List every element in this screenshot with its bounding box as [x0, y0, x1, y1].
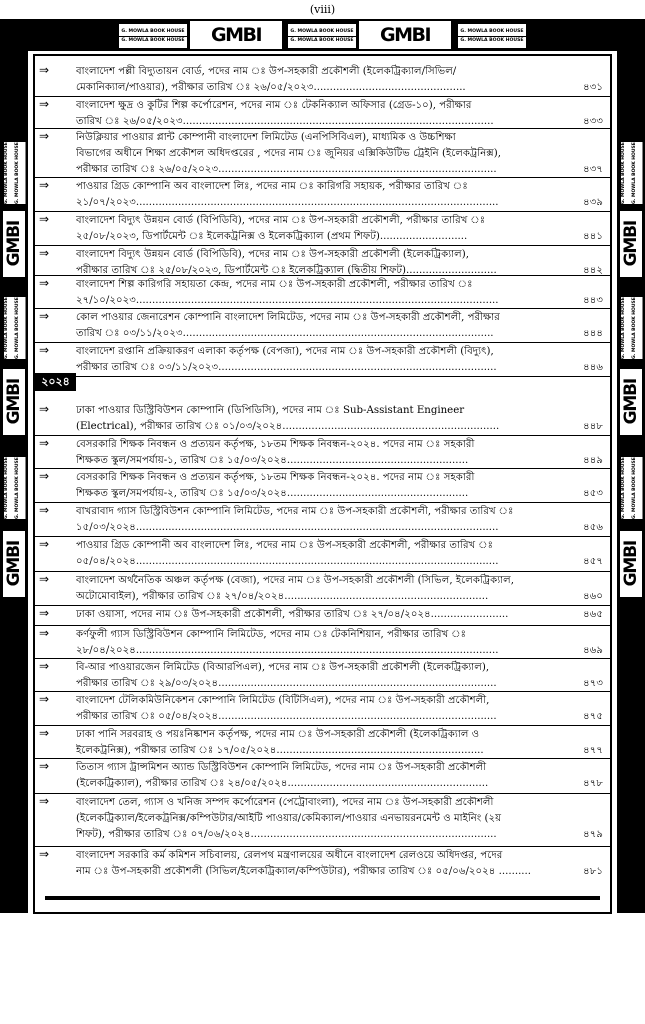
- toc-entry-text: বাংলাদেশ সরকারি কর্ম কমিশন সচিবালয়, রেলপথ মন্ত্রণালয়ের অধীনে বাংলাদেশ রেলওয়ে অধিদপ্তর, পদের: [76, 850, 503, 861]
- top-banner: [0, 19, 645, 51]
- toc-entry-text: ঢাকা পাওয়ার ডিস্ট্রিবিউশন কোম্পানি (ডিপিডিসি), পদের নাম ঃ Sub-Assistant Engineer: [76, 405, 465, 416]
- toc-entry-text: শিফট), পরীক্ষার তারিখ ঃ ০৭/০৬/২০২৪............................................................................: [76, 829, 497, 840]
- toc-page-number: ৪৪৪: [583, 328, 603, 339]
- brand-text: GMBI: [621, 379, 641, 425]
- toc-entry: [35, 401, 610, 436]
- toc-entry: [35, 793, 610, 847]
- toc-entry: [35, 468, 610, 503]
- toc-entry-text: বাংলাদেশ বিদ্যুৎ উন্নয়ন বোর্ড (বিপিডিবি), পদের নাম ঃ উপ-সহকারী প্রকৌশলী, পরীক্ষার তারিখ ঃ: [76, 215, 486, 226]
- toc-entry-text: বেসরকারি শিক্ষক নিবন্ধন ও প্রত্যয়ন কর্তৃপক্ষ, ১৮তম শিক্ষক নিবন্ধন-২০২৪. পদের নাম ঃ সহকারী: [76, 472, 475, 483]
- year-heading: ২০২৪: [35, 373, 76, 391]
- toc-entry-text: বিভাগের অধীনে শিক্ষা প্রকৌশল অধিদপ্তরের , পদের নাম ঃ জুনিয়র এক্সিকিউটিভ ট্রেইনি (ইলেকট্রনিক্স),: [76, 148, 501, 159]
- brand-logo: [3, 531, 25, 597]
- publisher-label: [3, 456, 27, 520]
- toc-entry-text: ২৭/১০/২০২৩................................................................................................................: [76, 295, 499, 306]
- toc-entry-text: মেকানিক্যাল/পাওয়ার), পরীক্ষার তারিখ ঃ ২৬/০৫/২০২৩...............................................: [76, 82, 466, 93]
- publisher-text: G. MOWLA BOOK HOUSE: [621, 297, 626, 359]
- double-arrow-icon: ⇒: [39, 129, 50, 143]
- toc-page-number: ৪৭৩: [583, 678, 603, 689]
- brand-text: GMBI: [4, 221, 24, 267]
- toc-page-number: ৪৪৬: [583, 362, 603, 373]
- toc-entry: [35, 435, 610, 469]
- toc-entry-text: ১৫/০৩/২০২৪................................................................................................................: [76, 522, 499, 533]
- toc-entry: [35, 658, 610, 692]
- publisher-text: G. MOWLA BOOK HOUSE: [15, 142, 27, 204]
- brand-text: GMBI: [4, 541, 24, 587]
- toc-page-number: ৪৪২: [583, 265, 603, 276]
- toc-entry: [35, 571, 610, 606]
- toc-entry: [35, 758, 610, 794]
- toc-page-number: ৪৮১: [583, 866, 603, 877]
- toc-entry: [35, 605, 610, 626]
- brand-text: GMBI: [621, 541, 641, 587]
- publisher-label: [620, 141, 644, 205]
- toc-entry-text: বাখরাবাদ গ্যাস ডিস্ট্রিবিউশন কোম্পানি লিমিটেড, পদের নাম ঃ উপ-সহকারী প্রকৌশলী, পরীক্ষার তারিখ ঃ: [76, 506, 514, 517]
- toc-entry-text: পরীক্ষার তারিখ ঃ ২৬/০৫/২০২৩......................................................................................: [76, 164, 497, 175]
- toc-page-number: ৪৪৮: [583, 421, 603, 432]
- double-arrow-icon: ⇒: [39, 402, 50, 416]
- publisher-label: [620, 456, 644, 520]
- toc-entry: [35, 502, 610, 537]
- publisher-text: G. MOWLA BOOK HOUSE: [15, 457, 27, 519]
- toc-page-number: ৪৭৮: [583, 778, 603, 789]
- publisher-text: G. MOWLA BOOK HOUSE: [632, 142, 644, 204]
- toc-entry-text: ২১/০৭/২০২৩................................................................................................................: [76, 197, 499, 208]
- toc-entry-text: পরীক্ষার তারিখ ঃ ০৫/০৪/২০২৪......................................................................................: [76, 711, 497, 722]
- brand-logo: [620, 369, 642, 435]
- publisher-text: G. MOWLA BOOK HOUSE: [288, 28, 356, 37]
- brand-logo: [3, 369, 25, 435]
- publisher-label: [287, 23, 357, 49]
- toc-entry-text: নাম ঃ উপ-সহকারী প্রকৌশলী (সিভিল/ইলেকট্রিক্যাল/কম্পিউটার), পরীক্ষার তারিখ ঃ ০৫/০৬/২০২৪ ..........: [76, 866, 532, 877]
- double-arrow-icon: ⇒: [39, 759, 50, 773]
- publisher-label: [457, 23, 527, 49]
- toc-entry-text: বাংলাদেশ অর্থনৈতিক অঞ্চল কর্তৃপক্ষ (বেজা), পদের নাম ঃ উপ-সহকারী প্রকৌশলী (সিভিল, ইলেকট্রিক্যাল,: [76, 575, 514, 586]
- bottom-rule: [45, 896, 600, 900]
- toc-entry: [35, 536, 610, 572]
- toc-page-number: ৪৭৭: [583, 745, 603, 756]
- publisher-text: G. MOWLA BOOK HOUSE: [621, 142, 626, 204]
- toc-entry-text: ০৫/০৪/২০২৪................................................................................................................: [76, 556, 499, 567]
- publisher-label: [3, 296, 27, 360]
- toc-page-number: ৪৭৯: [583, 829, 603, 840]
- page-number: (viii): [309, 3, 336, 16]
- double-arrow-icon: ⇒: [39, 343, 50, 357]
- toc-entry: [35, 128, 610, 178]
- toc-entry-text: ২৫/০৮/২০২৩, ডিপার্টমেন্ট ঃ ইলেকট্রনিক্স ও ইলেকট্রিক্যাল (প্রথম শিফট)...........................: [76, 231, 468, 242]
- double-arrow-icon: ⇒: [39, 626, 50, 640]
- toc-entry-text: তিতাস গ্যাস ট্রান্সমিশন অ্যান্ড ডিস্ট্রিবিউশন কোম্পানি লিমিটেড, পদের নাম ঃ উপ-সহকারী প্রকৌশলী: [76, 762, 487, 773]
- toc-entry-text: (ইলেকট্রিক্যাল), পরীক্ষার তারিখ ঃ ২৪/০৫/২০২৪..............................................................: [76, 778, 489, 789]
- publisher-text: G. MOWLA BOOK HOUSE: [119, 28, 187, 37]
- toc-entry-text: বাংলাদেশ তেল, গ্যাস ও খনিজ সম্পদ কর্পোরেশন (পেট্রোবাংলা), পদের নাম ঃ উপ-সহকারী প্রকৌশলী: [76, 797, 494, 808]
- double-arrow-icon: ⇒: [39, 659, 50, 673]
- double-arrow-icon: ⇒: [39, 436, 50, 450]
- publisher-text: G. MOWLA BOOK HOUSE: [4, 297, 9, 359]
- right-side-strip: [617, 51, 645, 913]
- toc-entry: [35, 625, 610, 659]
- toc-entry-text: বাংলাদেশ বিদ্যুৎ উন্নয়ন বোর্ড (বিপিডিবি), পদের নাম ঃ উপ-সহকারী প্রকৌশলী (ইলেকট্রিক্যাল),: [76, 249, 469, 260]
- publisher-label: [3, 141, 27, 205]
- toc-entry: [35, 846, 610, 880]
- toc-entry-text: ইলেকট্রনিক্স), পরীক্ষার তারিখ ঃ ১৭/০৫/২০২৪................................................................: [76, 745, 484, 756]
- double-arrow-icon: ⇒: [39, 847, 50, 861]
- double-arrow-icon: ⇒: [39, 246, 50, 260]
- toc-entry-text: বেসরকারি শিক্ষক নিবন্ধন ও প্রত্যয়ন কর্তৃপক্ষ, ১৮তম শিক্ষক নিবন্ধন-২০২৪. পদের নাম ঃ সহকারী: [76, 439, 475, 450]
- brand-logo: GMBI: [190, 21, 282, 49]
- publisher-text: G. MOWLA BOOK HOUSE: [621, 457, 626, 519]
- toc-entry-text: অটোমোবাইল), পরীক্ষার তারিখ ঃ ২৭/০৪/২০২৪...............................................................: [76, 591, 489, 602]
- publisher-text: G. MOWLA BOOK HOUSE: [460, 37, 524, 43]
- double-arrow-icon: ⇒: [39, 178, 50, 192]
- left-side-strip: [0, 51, 28, 913]
- toc-entry-text: কোল পাওয়ার জেনারেশন কোম্পানি বাংলাদেশ লিমিটেড, পদের নাম ঃ উপ-সহকারী প্রকৌশলী, পরীক্ষার: [76, 312, 500, 323]
- publisher-label: [620, 296, 644, 360]
- brand-logo: [620, 211, 642, 277]
- toc-entry-text: তারিখ ঃ ২৬/০৫/২০২৩................................................................................................: [76, 116, 494, 127]
- toc-entry-text: শিক্ষকত স্কুল/সমপর্যায়-১, তারিখ ঃ ১৫/০৩/২০২৪........................................................: [76, 455, 469, 466]
- toc-entry-text: ঢাকা পানি সরবরাহ ও পয়ঃনিষ্কাশন কর্তৃপক্ষ, পদের নাম ঃ উপ-সহকারী প্রকৌশলী (ইলেকট্রিক্যাল ও: [76, 729, 480, 740]
- toc-entry: [35, 308, 610, 343]
- publisher-label: [118, 23, 188, 49]
- toc-entry-text: বাংলাদেশ টেলিকমিউনিকেশন কোম্পানি লিমিটেড (বিটিসিএল), পদের নাম ঃ উপ-সহকারী প্রকৌশলী,: [76, 695, 490, 706]
- toc-entry-text: ২৮/০৪/২০২৪................................................................................................................: [76, 645, 499, 656]
- toc-entry-text: ঢাকা ওয়াসা, পদের নাম ঃ উপ-সহকারী প্রকৌশলী, পরীক্ষার তারিখ ঃ ২৭/০৪/২০২৪........................: [76, 609, 509, 620]
- toc-page-number: ৪৩৩: [583, 116, 603, 127]
- double-arrow-icon: ⇒: [39, 469, 50, 483]
- toc-entry: [35, 275, 610, 309]
- toc-page-number: ৪৫৩: [583, 488, 603, 499]
- double-arrow-icon: ⇒: [39, 503, 50, 517]
- double-arrow-icon: ⇒: [39, 276, 50, 290]
- double-arrow-icon: ⇒: [39, 309, 50, 323]
- toc-entry: [35, 177, 610, 212]
- publisher-text: G. MOWLA BOOK HOUSE: [458, 28, 526, 37]
- toc-entry: [35, 725, 610, 759]
- toc-entry: [35, 691, 610, 726]
- toc-entry-text: পরীক্ষার তারিখ ঃ ২৯/০৩/২০২৪......................................................................................: [76, 678, 497, 689]
- brand-text: GMBI: [4, 379, 24, 425]
- toc-entry-text: পরীক্ষার তারিখ ঃ ২৫/০৮/২০২৩, ডিপার্টমেন্ট ঃ ইলেকট্রিক্যাল (দ্বিতীয় শিফট)............................: [76, 265, 497, 276]
- double-arrow-icon: ⇒: [39, 212, 50, 226]
- toc-page-number: ৪৩১: [583, 82, 603, 93]
- toc-page-number: ৪৩৭: [583, 164, 603, 175]
- toc-entry-text: বি-আর পাওয়ারজেন লিমিটেড (বিআরপিএল), পদের নাম ঃ উপ-সহকারী প্রকৌশলী (ইলেকট্রিক্যাল),: [76, 662, 490, 673]
- publisher-text: G. MOWLA BOOK HOUSE: [4, 142, 9, 204]
- publisher-text: G. MOWLA BOOK HOUSE: [4, 457, 9, 519]
- double-arrow-icon: ⇒: [39, 606, 50, 620]
- double-arrow-icon: ⇒: [39, 97, 50, 111]
- toc-entry-text: বাংলাদেশ পল্লী বিদ্যুতায়ন বোর্ড, পদের নাম ঃ উপ-সহকারী প্রকৌশলী (ইলেকট্রিক্যাল/সিভিল/: [76, 66, 457, 77]
- toc-page-number: ৪৬৫: [583, 609, 603, 620]
- double-arrow-icon: ⇒: [39, 63, 50, 77]
- toc-entry: [35, 211, 610, 246]
- toc-page-number: ৪৫৬: [583, 522, 603, 533]
- toc-entry: [35, 62, 610, 97]
- publisher-text: G. MOWLA BOOK HOUSE: [632, 457, 644, 519]
- publisher-text: G. MOWLA BOOK HOUSE: [632, 297, 644, 359]
- double-arrow-icon: ⇒: [39, 572, 50, 586]
- toc-entry-text: (Electrical), পরীক্ষার তারিখ ঃ ০১/০৩/২০২৪...................................................................: [76, 421, 500, 432]
- double-arrow-icon: ⇒: [39, 692, 50, 706]
- toc-page-number: ৪৭৫: [583, 711, 603, 722]
- toc-entry-text: পাওয়ার গ্রিড কোম্পানি অব বাংলাদেশ লিঃ, পদের নাম ঃ কারিগরি সহায়ক, পরীক্ষার তারিখ ঃ: [76, 181, 468, 192]
- toc-page-number: ৪৪৯: [583, 455, 603, 466]
- toc-entry-text: তারিখ ঃ ০৩/১১/২০২৩................................................................................................: [76, 328, 494, 339]
- double-arrow-icon: ⇒: [39, 537, 50, 551]
- toc-entry-text: পরীক্ষার তারিখ ঃ ০৩/১১/২০২৩......................................................................................: [76, 362, 497, 373]
- toc-entry: [35, 342, 610, 377]
- toc-entry-text: বাংলাদেশ রপ্তানি প্রক্রিয়াকরণ এলাকা কর্তৃপক্ষ (বেপজা), পদের নাম ঃ উপ-সহকারী প্রকৌশলী (বিদ্যুৎ),: [76, 346, 494, 357]
- toc-page-number: ৪৩৯: [583, 197, 603, 208]
- toc-entry-text: কর্ণফুলী গ্যাস ডিস্ট্রিবিউশন কোম্পানি লিমিটেড, পদের নাম ঃ টেকনিশিয়ান, পরীক্ষার তারিখ ঃ: [76, 629, 467, 640]
- toc-entry: [35, 96, 610, 129]
- toc-page-number: ৪৬০: [583, 591, 603, 602]
- toc-entry-text: (ইলেকট্রিক্যাল/ইলেকট্রনিক্স/কম্পিউটার/আইটি পাওয়ার/কেমিক্যাল/পাওয়ার এনভায়রনমেন্ট ও মাইনিং (২য়: [76, 813, 502, 824]
- publisher-text: G. MOWLA BOOK HOUSE: [15, 297, 27, 359]
- toc-page-number: ৪৫৭: [583, 556, 603, 567]
- brand-text: GMBI: [621, 221, 641, 267]
- publisher-text: G. MOWLA BOOK HOUSE: [121, 37, 185, 43]
- double-arrow-icon: ⇒: [39, 794, 50, 808]
- toc-entry-text: বাংলাদেশ ক্ষুদ্র ও কুটির শিল্প কর্পোরেশন, পদের নাম ঃ টেকনিক্যাল অফিসার (গ্রেড-১০), পরীক্ষার: [76, 100, 472, 111]
- toc-entry-text: বাংলাদেশ শিল্প কারিগরি সহায়তা কেন্দ্র, পদের নাম ঃ উপ-সহকারী প্রকৌশলী, পরীক্ষার তারিখ ঃ: [76, 279, 473, 290]
- toc-entry-text: নিউক্লিয়ার পাওয়ার প্লান্ট কোম্পানী বাংলাদেশ লিমিটেড (এনপিসিবিএল), মাধ্যমিক ও উচ্চশিক্ষা: [76, 132, 456, 143]
- toc-entry-text: শিক্ষকত স্কুল/সমপর্যায়-২, তারিখ ঃ ১৫/০৩/২০২৪........................................................: [76, 488, 469, 499]
- brand-logo: [3, 211, 25, 277]
- toc-entry-text: পাওয়ার গ্রিড কোম্পানী অব বাংলাদেশ লিঃ, পদের নাম ঃ উপ-সহকারী প্রকৌশলী, পরীক্ষার তারিখ ঃ: [76, 540, 494, 551]
- double-arrow-icon: ⇒: [39, 726, 50, 740]
- toc-page-number: ৪৬৯: [583, 645, 603, 656]
- brand-logo: GMBI: [359, 21, 451, 49]
- toc-entry: [35, 245, 610, 276]
- toc-page-number: ৪৪৩: [583, 295, 603, 306]
- publisher-text: G. MOWLA BOOK HOUSE: [290, 37, 354, 43]
- brand-logo: [620, 531, 642, 597]
- toc-page-number: ৪৪১: [583, 231, 603, 242]
